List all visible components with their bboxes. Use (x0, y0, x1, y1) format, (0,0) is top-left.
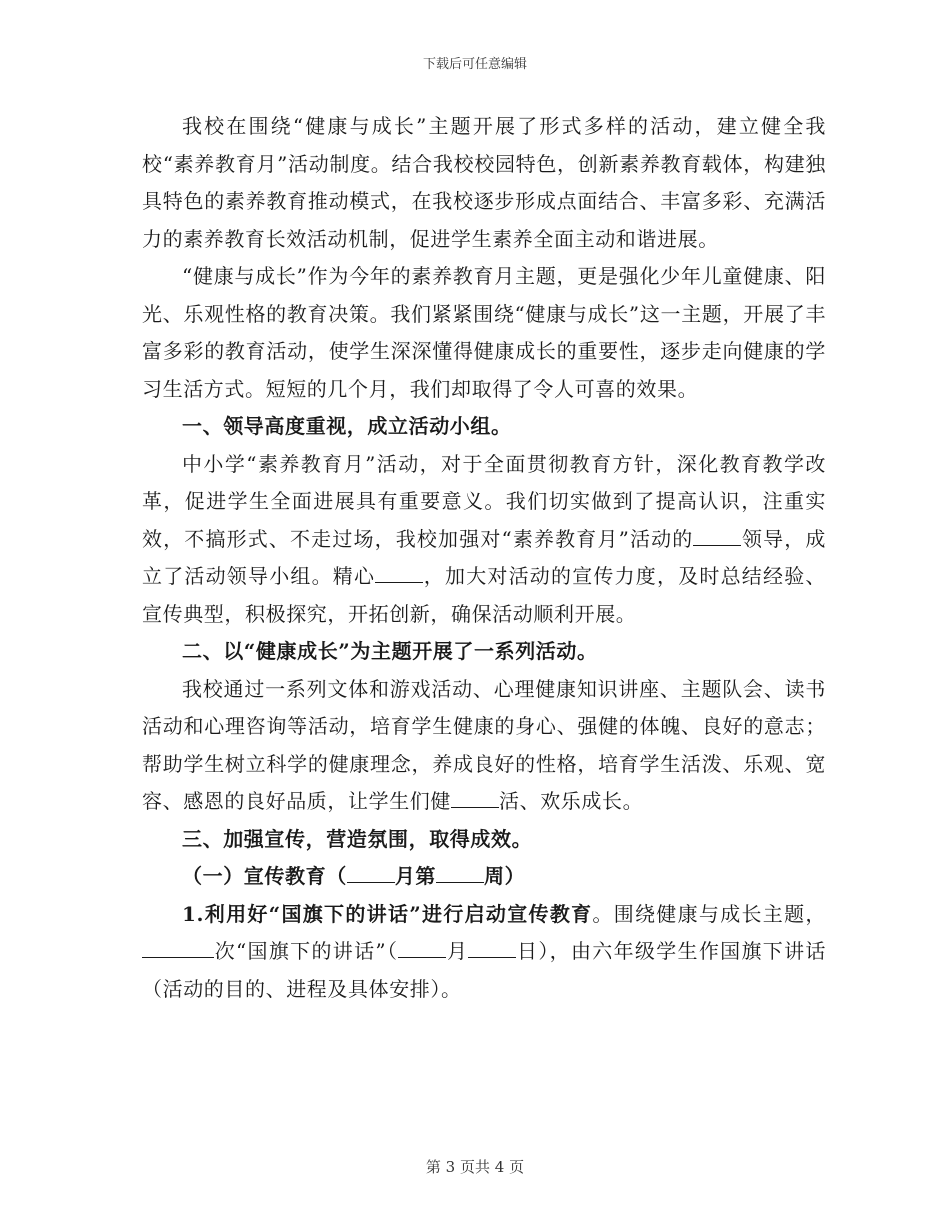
fill-blank (347, 861, 395, 883)
page-header: 下载后可任意编辑 (422, 57, 527, 72)
text-run: 日），由六年级学生作国旗下讲话（活动的目的、进程及具体安排）。 (142, 939, 827, 1001)
text-run: 领导，成立了活动领导小组。精心 (142, 526, 826, 588)
fill-blank (693, 524, 741, 546)
fill-blank (375, 561, 423, 583)
subsection-heading-1 (142, 858, 826, 896)
section-heading-2: 二、以“健康成长”为主题开展了一系列活动。 (182, 639, 598, 663)
section-heading-1: 一、领导高度重视，成立活动小组。 (182, 414, 512, 438)
page-footer: 第 3 页共 4 页 (425, 1158, 525, 1176)
paragraph-leadership (142, 446, 826, 634)
fill-blank (451, 786, 499, 808)
text-run: 我校通过一系列文体和游戏活动、心理健康知识讲座、主题队会、读书活动和心理咨询等活动，培育学生健康的身心、强健的体魄、良好的意志；帮助学生树立科学的健康理念，养成良好的性格，培育学生活泼、乐观、宽容、感恩的良好品质，让学生们健 (142, 676, 826, 813)
document-body (142, 108, 826, 1008)
fill-blank (468, 936, 516, 958)
section-heading-3: 三、加强宣传，营造氛围，取得成效。 (182, 826, 533, 851)
paragraph-flag-speech (142, 896, 826, 1009)
paragraph-activities (142, 671, 826, 821)
text-run: 活、欢乐成长。 (499, 789, 644, 813)
fill-blank (142, 936, 214, 958)
text-run: 周） (484, 864, 526, 888)
paragraph-intro: 我校在围绕“健康与成长”主题开展了形式多样的活动，建立健全我校“素养教育月”活动制度。结合我校校园特色，创新素养教育载体，构建独具特色的素养教育推动模式，在我校逐步形成点面结合、丰富多彩、充满活力的素养教育长效活动机制，促进学生素养全面主动和谐进展。 (142, 114, 826, 251)
text-run: ，加大对活动的宣传力度，及时总结经验、宣传典型，积极探究，开拓创新，确保活动顺利开展。 (142, 564, 826, 626)
text-run: （一）宣传教育（ (182, 864, 347, 888)
bold-text-run: 1.利用好“国旗下的讲话”进行启动宣传教育 (182, 901, 593, 926)
paragraph-theme: “健康与成长”作为今年的素养教育月主题，更是强化少年儿童健康、阳光、乐观性格的教育决策。我们紧紧围绕“健康与成长”这一主题，开展了丰富多彩的教育活动，使学生深深懂得健康成长的重要性，逐步走向健康的学习生活方式。短短的几个月，我们却取得了令人可喜的效果。 (142, 264, 826, 401)
text-run: 中小学“素养教育月”活动，对于全面贯彻教育方针，深化教育教学改革，促进学生全面进展具有重要意义。我们切实做到了提高认识，注重实效，不搞形式、不走过场，我校加强对“素养教育月”活动的 (142, 451, 826, 551)
text-run: 。围绕健康与成长主题， (592, 901, 826, 926)
text-run: 月第 (394, 864, 437, 888)
text-run: 次“国旗下的讲话”（ (214, 939, 399, 963)
fill-blank (436, 861, 484, 883)
fill-blank (398, 936, 446, 958)
text-run: 月 (446, 939, 469, 963)
